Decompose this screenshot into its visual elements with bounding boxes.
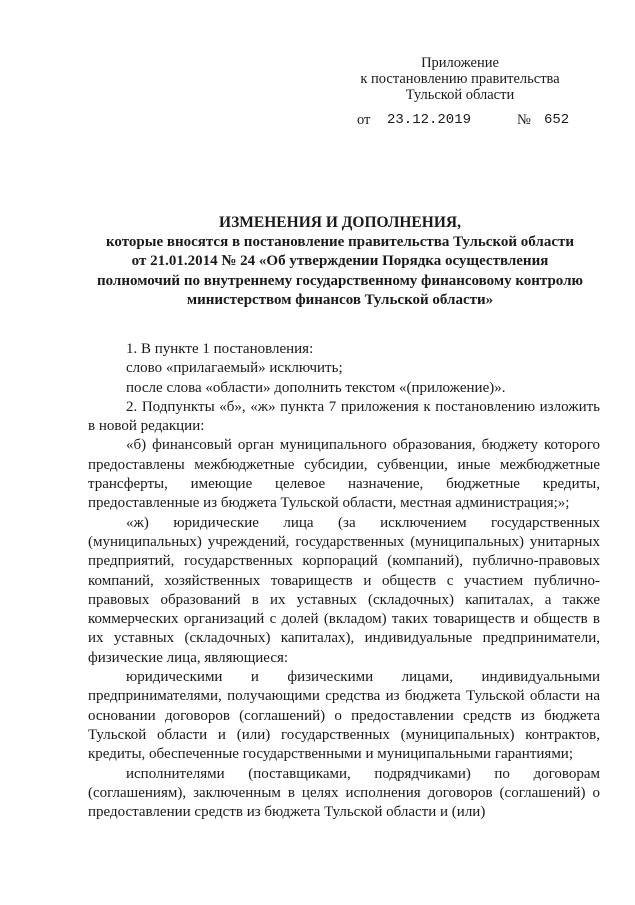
document-number: 652 (544, 112, 570, 128)
paragraph: юридическими и физическими лицами, индивидуальными предпринимателями, получающими средства из бюджета Тульской области на основании договоров (соглашений) о предоставлении средств из бюджета Тульской области и (или) государственных (муниципальных) контрактов, кредиты, обеспеченные государственными и муниципальными гарантиями; (88, 669, 600, 763)
document-body (88, 340, 600, 822)
title-line: которые вносятся в постановление правительства Тульской области (105, 233, 575, 250)
number-label: № (517, 112, 531, 128)
title-line: полномочий по внутреннему государственному финансовому контролю (96, 272, 583, 289)
appendix-line: Приложение (421, 55, 499, 71)
appendix-stamp (345, 55, 575, 103)
document-title (80, 213, 600, 311)
title-main: ИЗМЕНЕНИЯ И ДОПОЛНЕНИЯ, (219, 214, 461, 231)
paragraph: 1. В пункте 1 постановления: (126, 341, 314, 357)
paragraph: исполнителями (поставщиками, подрядчиками) по договорам (соглашениям), заключенным в целях исполнения договоров (соглашений) о предоставлении средств из бюджета Тульской области и (или) (88, 765, 600, 821)
paragraph: «ж) юридические лица (за исключением государственных (муниципальных) учреждений, государственных (муниципальных) унитарных предприятий, государственных корпораций (компаний), публично-правовых компаний, хозяйственных товариществ и обществ с участием публично-правовых образований в их уставных (складочных) капиталах, а также коммерческих организаций с долей (вкладом) таких товариществ и обществ в их уставных (складочных) капиталах), индивидуальные предприниматели, физические лица, являющиеся: (88, 514, 600, 666)
paragraph: «б) финансовый орган муниципального образования, бюджету которого предоставлены межбюджетные субсидии, субвенции, иные межбюджетные трансферты, имеющие целевое назначение, бюджетные кредиты, предоставленные из бюджета Тульской области, местная администрация;»; (88, 437, 600, 512)
paragraph: слово «прилагаемый» исключить; (126, 360, 343, 377)
appendix-line: к постановлению правительства (360, 71, 560, 87)
title-line: министерством финансов Тульской области» (186, 292, 494, 308)
paragraph: 2. Подпункты «б», «ж» пункта 7 приложения к постановлению изложить в новой редакции: (88, 398, 600, 435)
date-label: от (357, 112, 371, 128)
paragraph: после слова «области» дополнить текстом «(приложение)». (126, 379, 506, 396)
document-date: 23.12.2019 (387, 112, 472, 128)
appendix-line: Тульской области (405, 87, 515, 103)
title-line: от 21.01.2014 № 24 «Об утверждении Порядка осуществления (131, 253, 549, 269)
